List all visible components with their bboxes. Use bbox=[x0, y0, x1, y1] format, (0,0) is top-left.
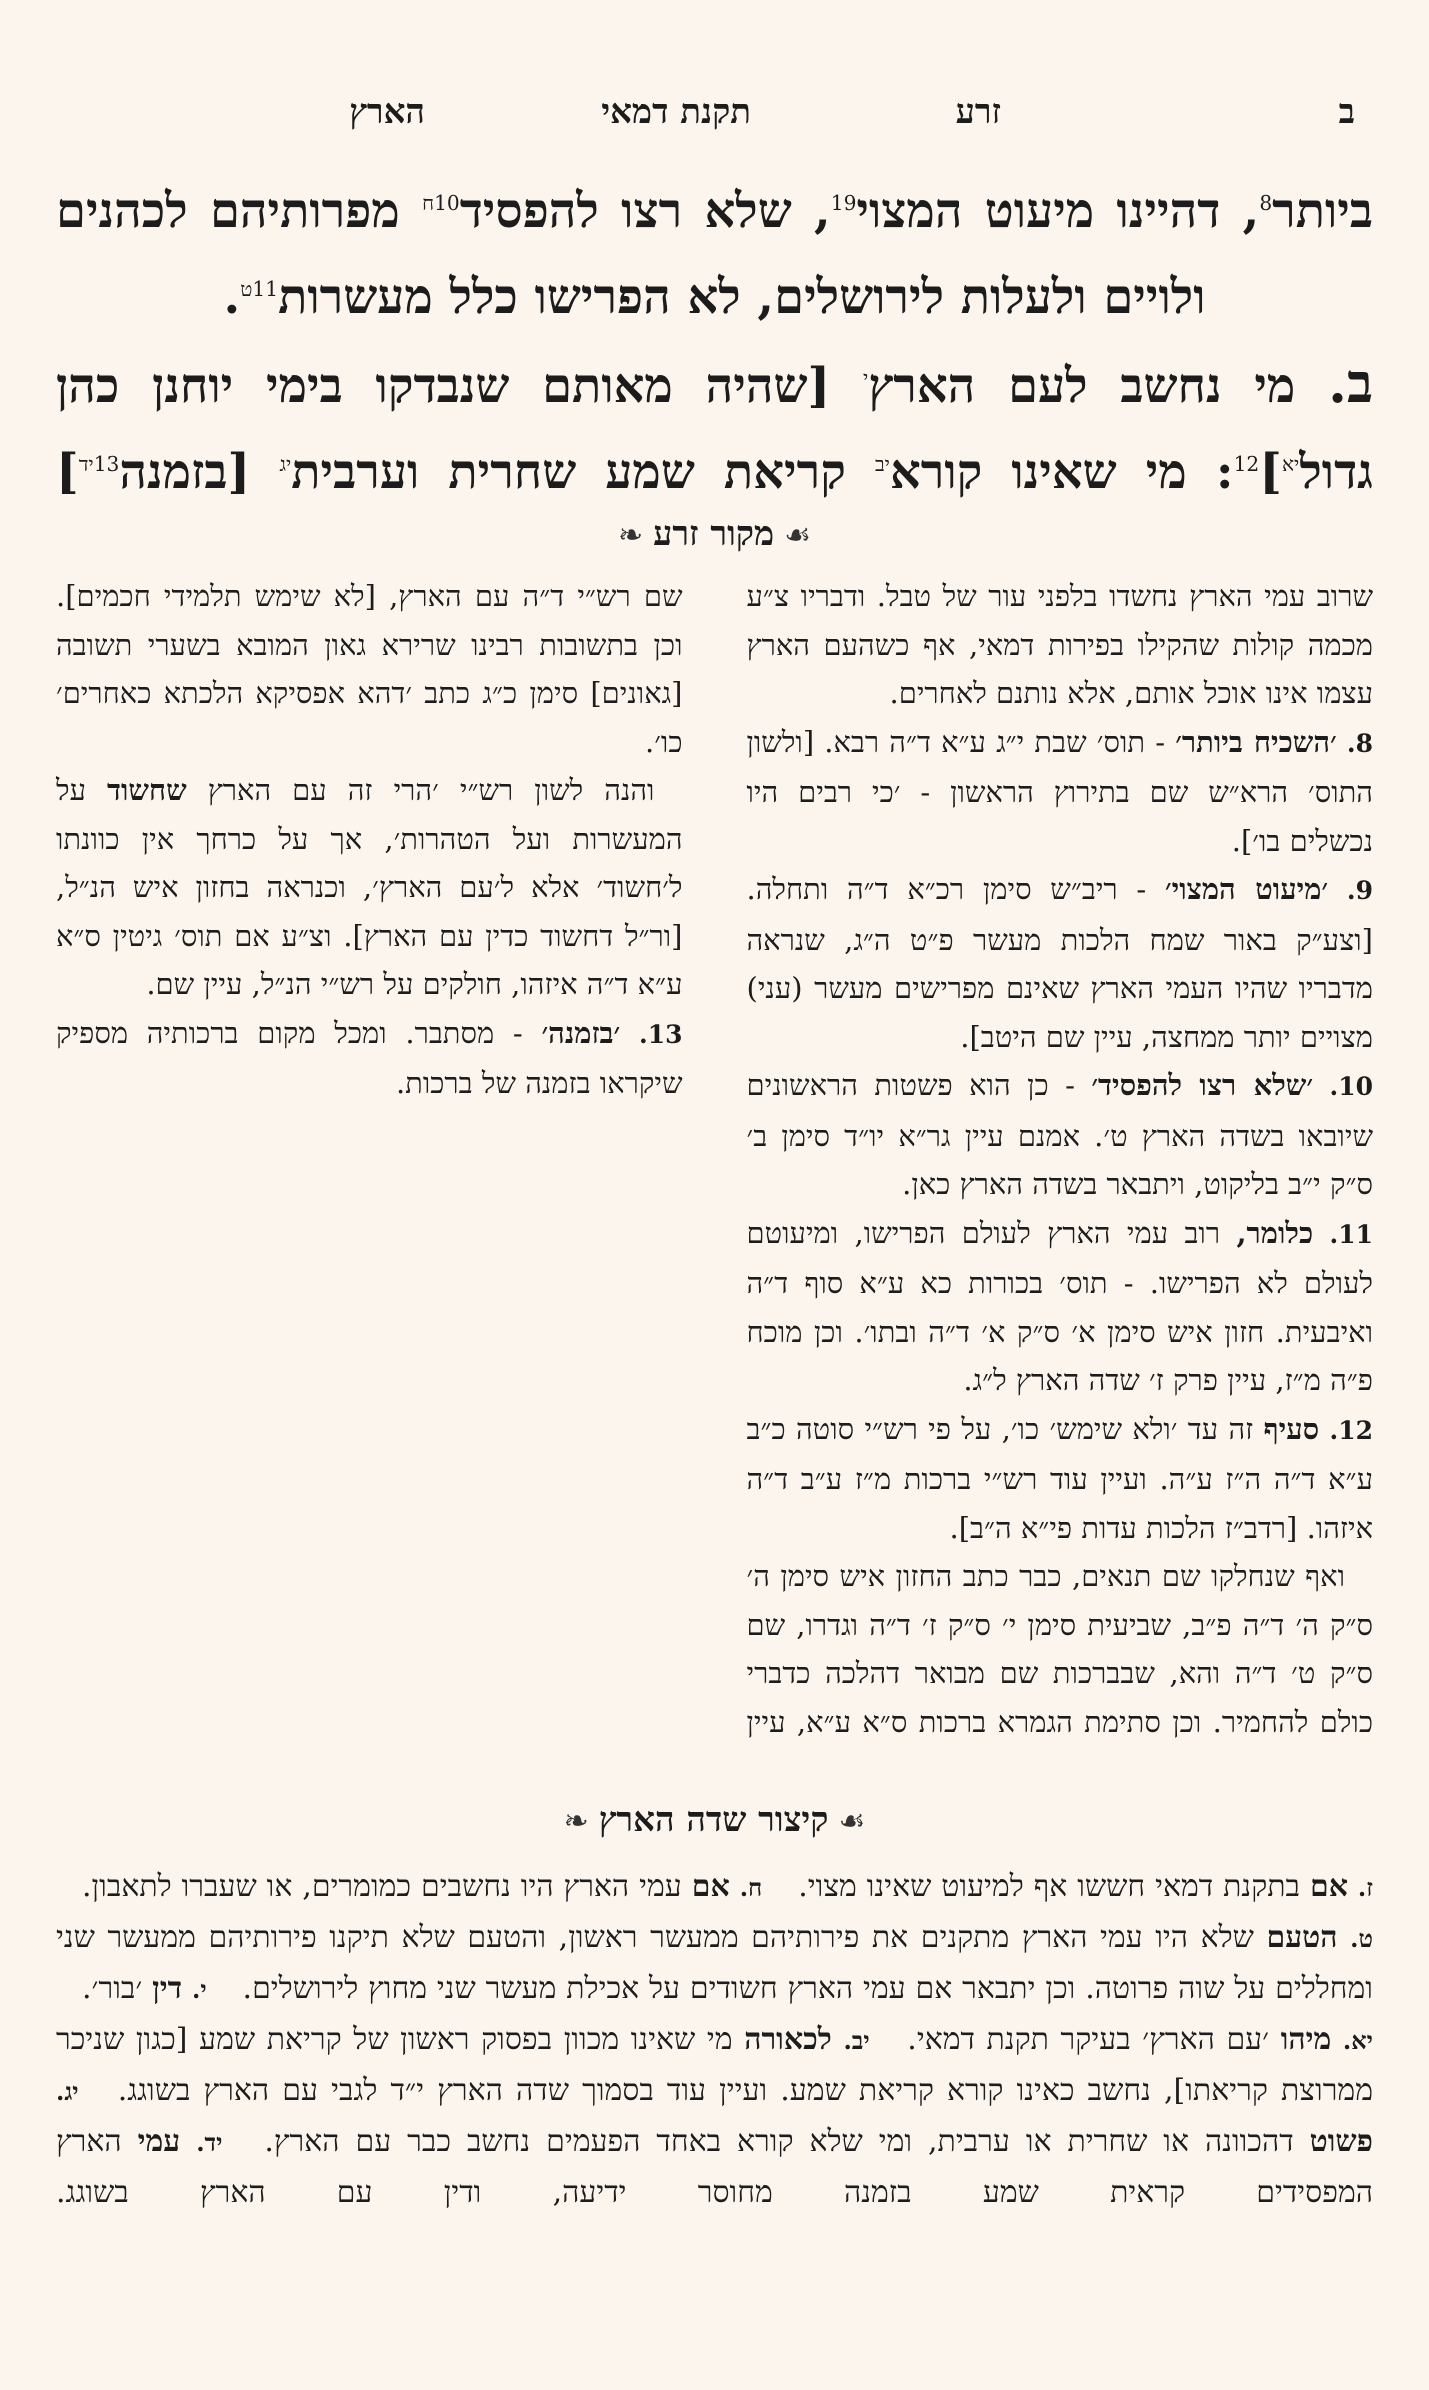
main-word: ולויים ולעלות לירושלים, לא הפרישו כלל מעשרות bbox=[278, 269, 1206, 325]
footnote-ref[interactable]: י bbox=[862, 366, 869, 390]
main-word: [בזמנה bbox=[119, 444, 280, 500]
main-word: . bbox=[223, 269, 241, 325]
footnote-number: 10. bbox=[1329, 1072, 1373, 1101]
summary-number: יג. bbox=[56, 2077, 79, 2106]
footnote bbox=[747, 1209, 1374, 1405]
footnote bbox=[747, 718, 1374, 866]
summary-text: הארץ המפסידים קראית שמע בזמנה מחוסר ידיעה, ודין עם הארץ בשוגג. bbox=[56, 2124, 1373, 2210]
main-word: קריאת שמע שחרית וערבית bbox=[291, 444, 875, 500]
summary-lemma: פשוט bbox=[1309, 2124, 1373, 2159]
footnote-lemma: כלומר, bbox=[1236, 1215, 1314, 1250]
footnote-text: רוב עמי הארץ לעולם הפרישו, ומיעוטם לעולם לא הפרישו. - תוס׳ בכורות כא ע״א סוף ד״ה ואיבעית. חזון איש סימן א׳ ס״ק א׳ ד״ה ובתו׳. וכן מוכח פ״ה מ״ז, עיין פרק ז׳ שדה הארץ ל״ג. bbox=[746, 1215, 1373, 1397]
footnote-lemma: ׳שלא רצו להפסיד׳ bbox=[1091, 1068, 1314, 1102]
summary-number: ז. bbox=[1357, 1873, 1373, 1902]
footnote-ref[interactable]: 12 bbox=[1233, 452, 1260, 476]
summary-lemma: מיהו bbox=[1280, 2022, 1332, 2057]
main-word: , שלא רצו להפסיד bbox=[459, 183, 831, 239]
kitzur-summary bbox=[56, 1862, 1373, 2218]
mekor-title: מקור זרע bbox=[653, 514, 775, 554]
mekor-heading bbox=[0, 514, 1429, 554]
footnote bbox=[747, 1061, 1374, 1209]
footnote-ref[interactable]: 8 bbox=[1259, 191, 1273, 215]
running-head bbox=[56, 92, 1373, 152]
footnote-text: - מסתבר. ומכל מקום ברכותיה מספיק שיקראו בזמנה של ברכות. bbox=[56, 1015, 683, 1100]
footnotes bbox=[56, 572, 1373, 1752]
footnote-lemma: שחשוד bbox=[107, 773, 187, 807]
footnote-lemma: ׳מיעוט המצוי׳ bbox=[1164, 872, 1329, 906]
footnote-number: 12. bbox=[1329, 1415, 1373, 1445]
footnote-ref[interactable]: יג bbox=[279, 452, 292, 476]
main-line bbox=[56, 340, 1373, 429]
ornament-icon: ❧ bbox=[617, 518, 644, 553]
footnote-ref[interactable]: 11ט bbox=[240, 277, 279, 301]
ornament-icon: ☙ bbox=[784, 518, 812, 553]
main-word: מפרותיהם לכהנים bbox=[56, 183, 423, 239]
summary-number: יד. bbox=[196, 2128, 223, 2157]
main-word: , דהיינו מיעוט המצוי bbox=[856, 183, 1260, 239]
summary-text: שלא היו עמי הארץ מתקנים את פירותיהם ממעשר ראשון, והטעם שלא תיקנו פירותיהם ממעשר שני ומחללים על שוה פרוטה. וכן יתבאר אם עמי הארץ חשודים על אכילת מעשר שני מחוץ לירושלים. bbox=[56, 1920, 1373, 2006]
main-line bbox=[56, 429, 1373, 515]
summary-text: ׳בור׳. bbox=[82, 1971, 153, 2006]
footnote bbox=[56, 1009, 683, 1108]
kitzur-title: קיצור שדה הארץ bbox=[598, 1800, 829, 1840]
footnote-text: והנה לשון רש״י ׳הרי זה עם הארץ bbox=[186, 773, 655, 807]
ornament-icon: ❧ bbox=[563, 1804, 589, 1839]
paragraph-label: ב. bbox=[1328, 351, 1373, 415]
footnote-ref[interactable]: 13יד bbox=[78, 452, 120, 476]
summary-number: ט. bbox=[1350, 1924, 1373, 1953]
main-line bbox=[56, 254, 1373, 340]
summary-number: יא. bbox=[1342, 2026, 1373, 2055]
main-word: : מי שאינו קורא bbox=[889, 444, 1234, 500]
footnote-ref[interactable]: 19 bbox=[830, 191, 857, 215]
footnote-text: זה עד ׳ולא שימש׳ כו׳, על פי רש״י סוטה כ״ב ע״א ד״ה ה״ז ע״ה. ועיין עוד רש״י ברכות מ״ז ע״ב ד״ה איזהו. [רדב״ז הלכות עדות פי״א ה״ב]. bbox=[746, 1411, 1373, 1545]
tractate-title: תקנת דמאי bbox=[601, 92, 751, 132]
footnote-lemma: סעיף bbox=[1263, 1411, 1320, 1446]
footnote-ref[interactable]: 10ח bbox=[422, 191, 460, 215]
footnote: ואף שנחלקו שם תנאים, כבר כתב החזון איש סימן ה׳ ס״ק ה׳ ד״ה פ״ב, שביעית סימן י׳ ס״ק ז׳ ד״ה וגדרו, שם ס״ק ט׳ ד״ה והא, שבברכות שם מבואר דהלכה כדברי כולם להחמיר. וכן סתימת הגמרא ברכות ס״א ע״א, עיין שם רש״י ד״ה עם הארץ, [לא שימש תלמידי חכמים]. וכן בתשובות רבינו שרירא גאון המובא בשערי תשובה [גאונים] סימן כ״ג כתב ׳דהא אפסיקא הלכתא כאחרים׳ כו׳. bbox=[56, 579, 1373, 1739]
main-text bbox=[56, 168, 1373, 515]
summary-text: דהכוונה או שחרית או ערבית, ומי שלא קורא באחד הפעמים נחשב כבר עם הארץ. bbox=[264, 2124, 1310, 2159]
summary-lemma: אם bbox=[691, 1869, 730, 1904]
main-word: ביותר bbox=[1272, 183, 1374, 239]
summary-number: יב. bbox=[843, 2026, 870, 2055]
footnote-text: - כן הוא פשטות הראשונים שיובאו בשדה הארץ ט׳. אמנם עיין גר״א יו״ד סימן ב׳ ס״ק י״ב בליקוט, ויתבאר בשדה הארץ כאן. bbox=[746, 1068, 1373, 1201]
summary-lemma: אם bbox=[1309, 1869, 1348, 1904]
summary-lemma: דין bbox=[152, 1971, 183, 2006]
summary-text: עמי הארץ היו נחשבים כמומרים, או שעברו לתאבון. bbox=[82, 1869, 692, 1904]
footnote-number: 13. bbox=[638, 1019, 683, 1049]
footnote-number: 9. bbox=[1346, 876, 1373, 905]
footnote-lemma: ׳השכיח ביותר׳ bbox=[1175, 724, 1337, 759]
summary-lemma: עמי bbox=[137, 2124, 181, 2159]
footnote-number: 11. bbox=[1329, 1219, 1373, 1249]
footnote-ref[interactable]: יב bbox=[874, 452, 890, 476]
footnote-ref[interactable]: יא bbox=[1281, 452, 1300, 476]
main-word: [שהיה מאותם שנבדקו בימי יוחנן כהן bbox=[56, 358, 863, 414]
footnote-lemma: ׳בזמנה׳ bbox=[541, 1015, 621, 1050]
main-word: גדול bbox=[1299, 444, 1374, 500]
footnote-text: על המעשרות ועל הטהרות׳, אך על כרחך אין כוונתו ל׳חשוד׳ אלא ל׳עם הארץ׳, וכנראה בחזון איש הנ״ל, [ור״ל דחשוד כדין עם הארץ]. וצ״ע אם תוס׳ גיטין ס״א ע״א ד״ה איזהו, חולקים על רש״י הנ״ל, עיין שם. bbox=[56, 773, 683, 1001]
main-word: ] bbox=[56, 444, 79, 500]
summary-lemma: לכאורה bbox=[744, 2022, 832, 2057]
main-word: ] bbox=[1259, 444, 1282, 500]
kitzur-heading bbox=[0, 1800, 1429, 1840]
footnote-text: - תוס׳ שבת י״ג ע״א ד״ה רבא. [ולשון התוס׳ הרא״ש שם בתירוץ הראשון - ׳כי רבים היו נכשלים בו׳]. bbox=[746, 724, 1373, 858]
summary-text: מי שאינו מכוון בפסוק ראשון של קריאת שמע [כגון שניכר ממרוצת קריאתו], נחשב כאינו קורא קריאת שמע. ועיין עוד בסמוך שדה הארץ י״ד לגבי עם הארץ בשוגג. bbox=[56, 2022, 1373, 2108]
footnote bbox=[747, 865, 1374, 1061]
main-line bbox=[56, 168, 1373, 254]
footnote-number: 8. bbox=[1346, 728, 1373, 758]
seder-title: זרע bbox=[955, 92, 1001, 132]
page-number: ב bbox=[1338, 92, 1355, 132]
topic-title: הארץ bbox=[349, 92, 425, 132]
ornament-icon: ☙ bbox=[838, 1804, 866, 1839]
footnote-text: - ריב״ש סימן רכ״א ד״ה ותחלה. [וצע״ק באור שמח הלכות מעשר פ״ט ה״ג, שנראה מדבריו שהיו העמי הארץ שאינם מפרישים מעשר (עני) מצויים יותר ממחצה, עיין שם היטב]. bbox=[746, 872, 1373, 1054]
footnote bbox=[56, 766, 683, 1009]
summary-lemma: הטעם bbox=[1266, 1920, 1338, 1955]
footnote: שרוב עמי הארץ נחשדו בלפני עור של טבל. ודבריו צ״ע מכמה קולות שהקילו בפירות דמאי, אף כשהעם הארץ עצמו אינו אוכל אותם, אלא נותנם לאחרים. bbox=[746, 579, 1373, 710]
footnote bbox=[747, 1405, 1374, 1553]
summary-number: י. bbox=[192, 1975, 207, 2004]
summary-number: ח. bbox=[739, 1873, 763, 1902]
main-word: מי נחשב לעם הארץ bbox=[868, 358, 1329, 414]
summary-text: ׳עם הארץ׳ בעיקר תקנת דמאי. bbox=[907, 2022, 1281, 2057]
summary-text: בתקנת דמאי חששו אף למיעוט שאינו מצוי. bbox=[798, 1869, 1310, 1904]
